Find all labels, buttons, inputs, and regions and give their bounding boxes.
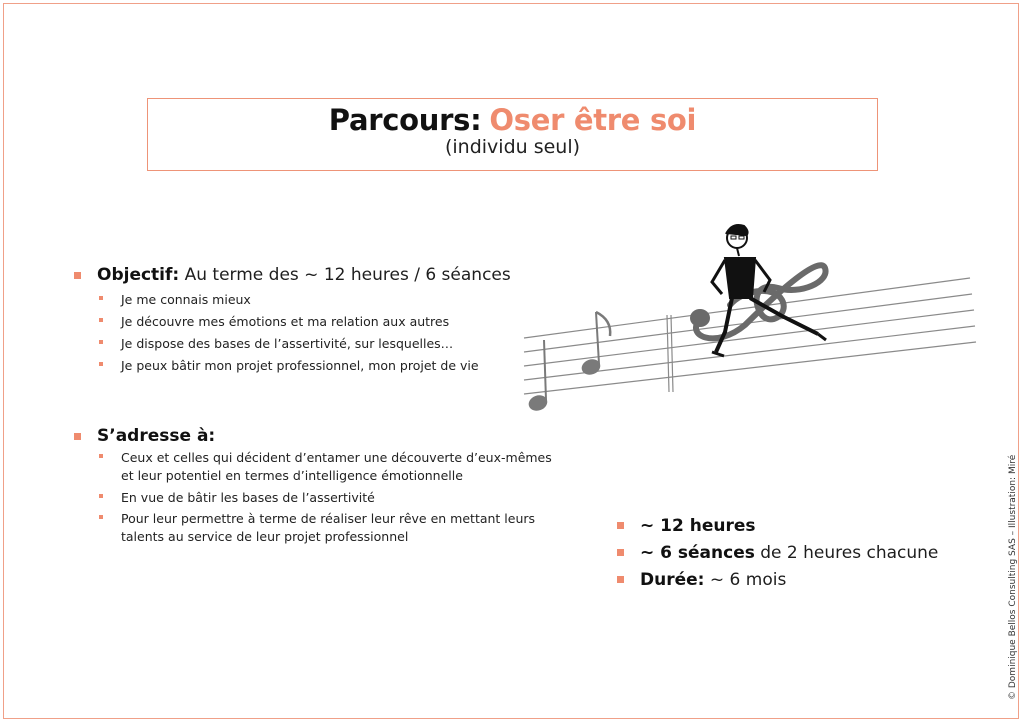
audience-sub-bullet: [99, 454, 103, 458]
sessions-detail: de 2 heures chacune: [754, 543, 939, 563]
duration-fact: [640, 570, 786, 590]
audience-item-line: En vue de bâtir les bases de l’assertivité: [121, 490, 375, 505]
audience-heading: [97, 426, 215, 446]
objectif-sub-bullet: [99, 340, 103, 344]
audience-label: S’adresse à: [97, 426, 209, 446]
objectif-item: Je me connais mieux: [121, 292, 251, 307]
audience-sub-bullet: [99, 515, 103, 519]
audience-item-line: et leur potentiel en termes d’intelligence émotionnelle: [121, 468, 463, 483]
objectif-sub-bullet: [99, 296, 103, 300]
audience-item-line: Ceux et celles qui décident d’entamer une découverte d’eux-mêmes: [121, 450, 552, 465]
duration-separator: :: [697, 570, 705, 590]
audience-sub-bullet: [99, 494, 103, 498]
duration-label: Durée: [640, 570, 698, 590]
title-label: Parcours: [328, 103, 471, 137]
objectif-bullet: [74, 272, 81, 279]
objectif-text: Au terme des ~ 12 heures / 6 séances: [179, 265, 511, 285]
musician-illustration: [520, 220, 980, 420]
sessions-fact: [640, 543, 938, 563]
duration-bullet: [617, 576, 624, 583]
duration-value: ~ 6 mois: [704, 570, 787, 590]
title-separator: :: [470, 103, 482, 137]
hours-fact: [640, 516, 756, 536]
sessions-count: ~ 6 séances: [640, 543, 755, 563]
objectif-heading: [97, 265, 511, 285]
objectif-label: Objectif: [97, 265, 173, 285]
title-box: [147, 98, 878, 171]
title-subtitle: (individu seul): [444, 136, 581, 158]
objectif-separator: :: [172, 265, 180, 285]
music-notes: [527, 312, 610, 413]
treble-clef-hook: [690, 309, 710, 327]
hours-bullet: [617, 522, 624, 529]
objectif-sub-bullet: [99, 362, 103, 366]
objectif-sub-bullet: [99, 318, 103, 322]
audience-item-line: Pour leur permettre à terme de réaliser leur rêve en mettant leurs: [121, 511, 536, 526]
copyright-credit: © Dominique Bellos Consulting SAS – Illustration: Miré: [1008, 454, 1018, 700]
audience-item-line: talents au service de leur projet professionnel: [121, 529, 409, 544]
objectif-item: Je dispose des bases de l’assertivité, sur lesquelles…: [121, 336, 454, 351]
audience-bullet: [74, 433, 81, 440]
hours-value: ~ 12 heures: [640, 516, 756, 536]
objectif-item: Je peux bâtir mon projet professionnel, mon projet de vie: [121, 358, 479, 373]
sessions-bullet: [617, 549, 624, 556]
objectif-item: Je découvre mes émotions et ma relation aux autres: [121, 314, 450, 329]
title-program-name: Oser être soi: [489, 103, 697, 137]
title-line: [148, 103, 877, 137]
audience-separator: :: [208, 426, 216, 446]
